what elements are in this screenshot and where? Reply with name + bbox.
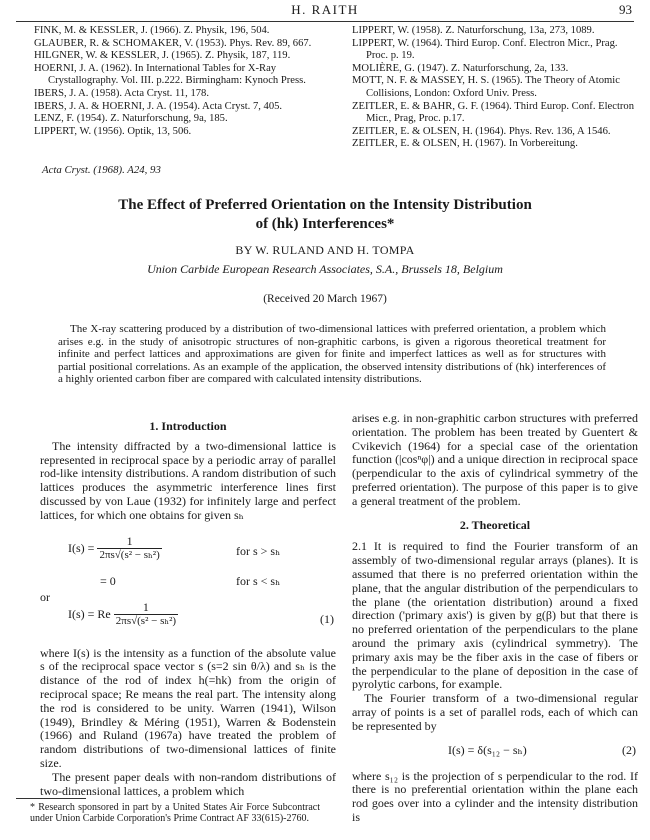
theory-paragraph-1: 2.1 It is required to find the Fourier transform of an assembly of two-dimensional regular arrays (planes). It is assumed that there is no preferred orientation within the plane, that the angular distribution of the perpendiculars to the plane (the orientation distribution) around a fixed direction ('primary axis') is given by g(β) but that there is no preferred orientation of the perpendiculars to the plane around the primary axis (cylindrical symmetry). The primary axis may be the fiber axis in the case of fibers or the perpendicular to the plane of deposition in the case of pyrolytic carbons, for example. <box>352 539 638 692</box>
equation-1-row-1 <box>68 535 162 564</box>
reference-item: MOLIÈRE, G. (1947). Z. Naturforschung, 2a, 133. <box>352 62 569 74</box>
section-heading-theoretical: 2. Theoretical <box>459 517 531 532</box>
reference-item: LENZ, F. (1954). Z. Naturforschung, 9a, 185. <box>34 113 228 125</box>
reference-item: ZEITLER, E. & OLSEN, H. (1964). Phys. Rev. 136, A 1546. <box>352 125 611 137</box>
section-heading-introduction: 1. Introduction <box>149 419 227 433</box>
intro-paragraph-2: where I(s) is the intensity as a function of the absolute value s of the reciprocal space vector s (s=2 sin θ/λ) and sₕ is the distance of the rod of index h(=hk) from the origin of reciprocal space; Re means the real part. The intensity along the rod is considered to be unity. Warren (1941), Wilson (1949), Brindley & Méring (1951), Warren & Bodenstein (1966) and Ruland (1967a) have treated the problem of random distributions of two-dimensional lattices of finite size. <box>40 645 336 770</box>
authors: BY W. RULAND AND H. TOMPA <box>235 243 415 257</box>
reference-list-left <box>34 25 326 138</box>
eq2-label: (2) <box>622 742 636 757</box>
reference-item: IBERS, J. A. (1958). Acta Cryst. 11, 178. <box>34 87 209 99</box>
eq1-or: or <box>40 589 50 604</box>
eq1-condition-2: for s < sₕ <box>236 573 281 588</box>
abstract: The X-ray scattering produced by a distribution of two-dimensional lattices with preferred orientation, a problem which arises e.g. in the study of anisotropic structures of non-graphitic carbons, is given a rigorous theoretical treatment for infinite and perfect lattices and approximations are given for finite and imperfect lattices as well as for structures with partial positional correlations. As an example of the application, the observed intensity distributions of (hk) interferences of a highly oriented carbon fiber are compared with calculated intensity distributions. <box>58 323 606 386</box>
theory-paragraph-2: The Fourier transform of a two-dimensional regular array of points is a set of parallel rods, each of which can be represented by <box>352 691 638 733</box>
eq1-denominator: 2πs√(s² − sₕ²) <box>99 549 160 562</box>
eq1-denominator-2: 2πs√(s² − sₕ²) <box>115 615 177 628</box>
intro-paragraph-3: The present paper deals with non-random distributions of two-dimensional lattices, a problem which <box>40 769 336 798</box>
eq1-lhs: I(s) = <box>68 540 95 555</box>
article-title <box>0 196 650 234</box>
theory-paragraph-3: where s₁₂ is the projection of s perpendicular to the rod. If there is no preferential orientation within the plane each rod goes over into a cylinder and the intensity distribution is <box>352 768 638 824</box>
reference-item: HILGNER, W. & KESSLER, J. (1965). Z. Physik, 187, 119. <box>34 50 291 62</box>
reference-list-right <box>352 25 638 151</box>
reference-item: ZEITLER, E. & BAHR, G. F. (1964). Third Europ. Conf. Electron Micr., Prag, Proc. p.17. <box>352 100 635 125</box>
reference-item: MOTT, N. F. & MASSEY, H. S. (1965). The Theory of Atomic Collisions, London: Oxford Univ. Press. <box>352 75 620 99</box>
title-line-2: of (hk) Interferences* <box>255 216 395 232</box>
eq1-condition-1: for s > sₕ <box>236 543 281 558</box>
equation-1-row-2 <box>68 601 178 630</box>
reference-item: LIPPERT, W. (1964). Third Europ. Conf. Electron Micr., Prag. Proc. p. 19. <box>352 37 618 62</box>
eq1-lhs-2: I(s) = Re <box>68 606 111 621</box>
right-column <box>352 412 638 825</box>
reference-item: LIPPERT, W. (1958). Z. Naturforschung, 13a, 273, 1089. <box>352 25 595 36</box>
affiliation: Union Carbide European Research Associates, S.A., Brussels 18, Belgium <box>147 262 503 276</box>
reference-item: IBERS, J. A. & HOERNI, J. A. (1954). Acta Cryst. 7, 405. <box>34 100 283 112</box>
page-number: 93 <box>619 2 632 17</box>
equation-1 <box>40 527 336 647</box>
reference-item: ZEITLER, E. & OLSEN, H. (1967). In Vorbereitung. <box>352 138 578 150</box>
footnote: * Research sponsored in part by a United States Air Force Subcontract under Union Carbide Corporation's Prime Contract AF 33(615)-2760. <box>30 802 320 825</box>
left-column <box>40 420 336 798</box>
eq1-numerator: 1 <box>97 535 161 550</box>
footnote-rule <box>16 798 86 799</box>
title-line-1: The Effect of Preferred Orientation on the Intensity Distribution <box>118 197 532 213</box>
header-rule <box>16 21 634 22</box>
eq1-numerator-2: 1 <box>114 601 178 616</box>
reference-item: HOERNI, J. A. (1962). In International Tables for X-Ray Crystallography. Vol. III. p.222. Birmingham: Kynoch Press. <box>34 62 306 87</box>
reference-item: LIPPERT, W. (1956). Optik, 13, 506. <box>34 125 192 137</box>
right-paragraph-1: arises e.g. in non-graphitic carbon structures with preferred orientation. The problem has been treated by Guentert & Cvikevich (1964) for a special case of the orientation function (|cosⁿφ|) and a unique direction in reciprocal space (perpendicular to the axis of cylindrical symmetry of the preferred orientation). The purpose of this paper is to give a general treatment of the problem. <box>352 411 638 508</box>
eq2-body: I(s) = δ(s₁₂ − sₕ) <box>448 742 527 757</box>
eq1-fraction <box>97 535 161 564</box>
received-date: (Received 20 March 1967) <box>263 293 387 305</box>
eq1-zero: = 0 <box>100 573 116 588</box>
eq1-fraction-2 <box>114 601 178 630</box>
reference-item: GLAUBER, R. & SCHOMAKER, V. (1953). Phys. Rev. 89, 667. <box>34 37 312 49</box>
journal-reference: Acta Cryst. (1968). A24, 93 <box>42 164 161 176</box>
reference-item: FINK, M. & KESSLER, J. (1966). Z. Physik, 196, 504. <box>34 25 270 36</box>
eq1-label: (1) <box>320 611 334 626</box>
equation-2 <box>352 738 638 766</box>
intro-paragraph-1: The intensity diffracted by a two-dimensional lattice is represented in reciprocal space by a periodic array of parallel rod-like intensity distributions. A random distribution of such lattices produces the asymmetric interference lines first discussed by von Laue (1932) for infinitely large and perfect lattices, for which one obtains for given sₕ <box>40 438 336 522</box>
running-title: H. RAITH <box>291 2 359 17</box>
